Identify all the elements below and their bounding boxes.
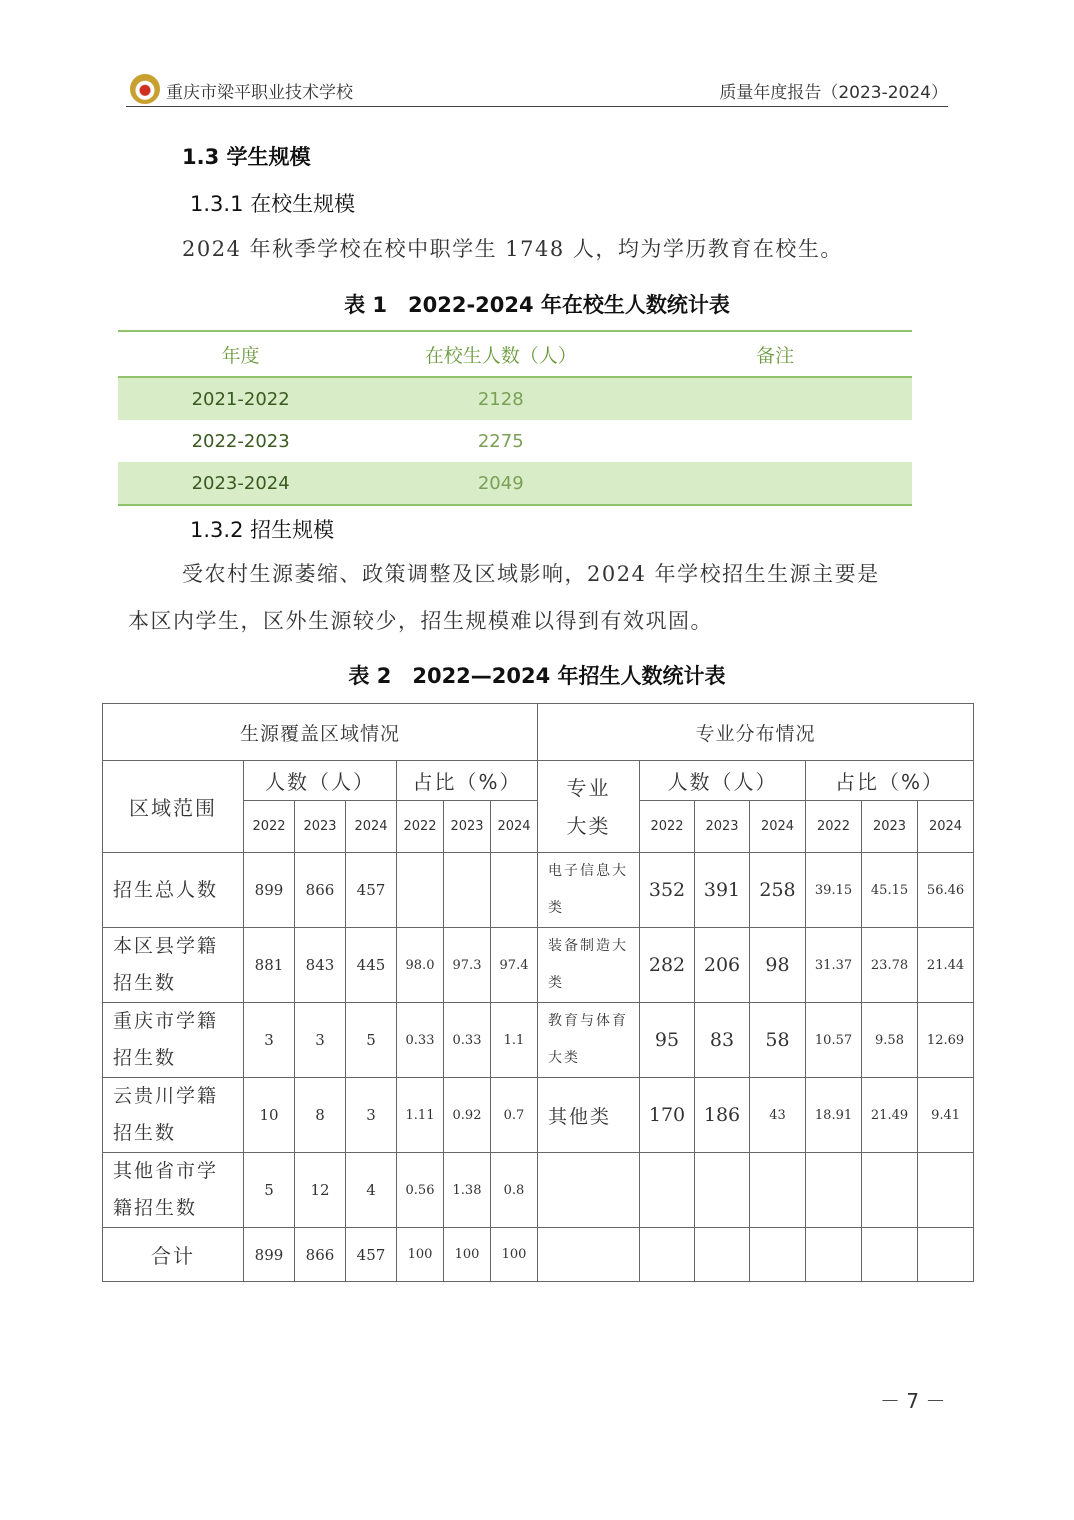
year-cell: 2021-2022 xyxy=(118,377,363,420)
empty-cell xyxy=(918,1153,974,1228)
admission-paragraph-line2: 本区内学生，区外生源较少，招生规模难以得到有效巩固。 xyxy=(128,609,713,633)
region-label-line1: 其他省市学 xyxy=(113,1160,219,1182)
column-header-year: 年度 xyxy=(118,331,363,377)
major-count-2024: 43 xyxy=(750,1078,806,1153)
region-count-2024: 3 xyxy=(346,1078,397,1153)
report-title: 质量年度报告（2023-2024） xyxy=(719,83,948,103)
region-ratio-2022: 0.56 xyxy=(397,1153,444,1228)
empty-cell xyxy=(640,1153,695,1228)
total-row xyxy=(103,1228,974,1282)
region-count-2024: 4 xyxy=(346,1153,397,1228)
table1-caption: 表 1 2022-2024 年在校生人数统计表 xyxy=(344,293,730,317)
count-cell: 2275 xyxy=(477,430,524,452)
region-count-2023: 866 xyxy=(295,853,346,928)
region-count-2023: 843 xyxy=(295,928,346,1003)
region-label: 招生总人数 xyxy=(103,853,244,928)
year-cell: 2022-2023 xyxy=(191,430,290,452)
major-label xyxy=(538,853,640,928)
empty-cell xyxy=(750,1228,806,1282)
note-cell xyxy=(638,420,912,462)
empty-cell xyxy=(640,1228,695,1282)
year-header: 2022 xyxy=(806,801,862,853)
major-label-line2: 类 xyxy=(548,900,565,916)
region-count-2022: 881 xyxy=(244,928,295,1003)
section-title: 1.3 学生规模 xyxy=(182,145,311,169)
table-row xyxy=(118,377,912,420)
year-header: 2024 xyxy=(750,801,806,853)
region-label-line1: 重庆市学籍 xyxy=(113,1010,219,1032)
subsection-title-enrollment: 1.3.1 在校生规模 xyxy=(190,192,356,216)
empty-cell xyxy=(862,1228,918,1282)
region-count-2022: 3 xyxy=(244,1003,295,1078)
major-ratio-2022: 39.15 xyxy=(806,853,862,928)
empty-cell xyxy=(806,1153,862,1228)
major-label: 其他类 xyxy=(538,1078,640,1153)
major-label-line2: 类 xyxy=(548,975,565,991)
region-label xyxy=(103,1153,244,1228)
region-label-line2: 招生数 xyxy=(113,972,177,994)
enrollment-table xyxy=(118,330,912,506)
region-label-line1: 云贵川学籍 xyxy=(113,1085,219,1107)
note-cell xyxy=(638,462,912,505)
year-header: 2022 xyxy=(397,801,444,853)
admission-paragraph-line1: 受农村生源萎缩、政策调整及区域影响，2024 年学校招生生源主要是 xyxy=(182,562,880,586)
table-row xyxy=(103,1153,974,1228)
major-ratio-2024: 21.44 xyxy=(918,928,974,1003)
empty-cell xyxy=(538,1153,640,1228)
major-count-2022: 282 xyxy=(640,928,695,1003)
major-ratio-2024: 12.69 xyxy=(918,1003,974,1078)
year-header: 2024 xyxy=(491,801,538,853)
empty-cell xyxy=(806,1228,862,1282)
region-ratio-2023: 1.38 xyxy=(444,1153,491,1228)
region-ratio-2023 xyxy=(444,853,491,928)
table-row xyxy=(103,853,974,928)
major-ratio-2022: 31.37 xyxy=(806,928,862,1003)
region-count-header: 人数（人） xyxy=(244,761,397,801)
region-label-line1: 本区县学籍 xyxy=(113,935,219,957)
total-count-2022: 899 xyxy=(244,1228,295,1282)
major-ratio-2023: 9.58 xyxy=(862,1003,918,1078)
major-count-header: 人数（人） xyxy=(640,761,806,801)
major-label xyxy=(538,1003,640,1078)
table-row xyxy=(118,462,912,505)
year-header: 2024 xyxy=(346,801,397,853)
region-count-2022: 5 xyxy=(244,1153,295,1228)
year-header: 2023 xyxy=(295,801,346,853)
school-logo xyxy=(130,74,160,104)
major-label-line1: 电子信息大 xyxy=(548,863,629,879)
major-ratio-2024: 56.46 xyxy=(918,853,974,928)
empty-cell xyxy=(538,1228,640,1282)
year-header: 2023 xyxy=(444,801,491,853)
region-ratio-2022 xyxy=(397,853,444,928)
major-count-2024: 258 xyxy=(750,853,806,928)
table-row xyxy=(103,1078,974,1153)
table2-caption: 表 2 2022—2024 年招生人数统计表 xyxy=(348,664,726,688)
region-label xyxy=(103,928,244,1003)
page-number: － 7 － xyxy=(880,1389,946,1413)
school-name: 重庆市梁平职业技术学校 xyxy=(166,83,353,103)
page-header xyxy=(126,70,948,107)
region-section-title: 生源覆盖区域情况 xyxy=(103,704,538,761)
region-count-2023: 8 xyxy=(295,1078,346,1153)
region-count-2022: 10 xyxy=(244,1078,295,1153)
major-ratio-header: 占比（%） xyxy=(806,761,974,801)
empty-cell xyxy=(695,1228,750,1282)
region-count-2024: 445 xyxy=(346,928,397,1003)
region-ratio-header: 占比（%） xyxy=(397,761,538,801)
region-ratio-2023: 97.3 xyxy=(444,928,491,1003)
year-header: 2022 xyxy=(640,801,695,853)
total-ratio-2024: 100 xyxy=(491,1228,538,1282)
empty-cell xyxy=(695,1153,750,1228)
region-label xyxy=(103,1003,244,1078)
total-count-2024: 457 xyxy=(346,1228,397,1282)
empty-cell xyxy=(750,1153,806,1228)
year-header: 2022 xyxy=(244,801,295,853)
region-ratio-2024: 97.4 xyxy=(491,928,538,1003)
major-count-2024: 98 xyxy=(750,928,806,1003)
total-ratio-2022: 100 xyxy=(397,1228,444,1282)
region-count-2023: 12 xyxy=(295,1153,346,1228)
region-label-line2: 招生数 xyxy=(113,1122,177,1144)
total-label: 合计 xyxy=(103,1228,244,1282)
region-ratio-2024: 1.1 xyxy=(491,1003,538,1078)
major-count-2023: 186 xyxy=(695,1078,750,1153)
year-header: 2023 xyxy=(862,801,918,853)
major-count-2022: 95 xyxy=(640,1003,695,1078)
table-row xyxy=(103,1003,974,1078)
region-ratio-2022: 0.33 xyxy=(397,1003,444,1078)
major-section-title: 专业分布情况 xyxy=(538,704,974,761)
region-ratio-2024: 0.8 xyxy=(491,1153,538,1228)
table-header-row xyxy=(103,761,974,801)
major-header-line1: 专业 xyxy=(566,775,611,800)
total-count-2023: 866 xyxy=(295,1228,346,1282)
count-cell: 2128 xyxy=(363,377,638,420)
major-label-line1: 教育与体育 xyxy=(548,1013,629,1029)
admission-table xyxy=(102,703,974,1282)
year-cell: 2023-2024 xyxy=(118,462,363,505)
region-count-2024: 457 xyxy=(346,853,397,928)
major-ratio-2022: 10.57 xyxy=(806,1003,862,1078)
year-header: 2023 xyxy=(695,801,750,853)
region-ratio-2023: 0.92 xyxy=(444,1078,491,1153)
total-ratio-2023: 100 xyxy=(444,1228,491,1282)
major-label xyxy=(538,928,640,1003)
region-ratio-2022: 98.0 xyxy=(397,928,444,1003)
region-count-2022: 899 xyxy=(244,853,295,928)
empty-cell xyxy=(862,1153,918,1228)
major-ratio-2024: 9.41 xyxy=(918,1078,974,1153)
major-count-2022: 352 xyxy=(640,853,695,928)
table-row xyxy=(103,928,974,1003)
region-count-2024: 5 xyxy=(346,1003,397,1078)
empty-cell xyxy=(918,1228,974,1282)
region-label-line2: 籍招生数 xyxy=(113,1197,198,1219)
major-label-line2: 大类 xyxy=(548,1050,581,1066)
table-header-row xyxy=(118,331,912,377)
region-ratio-2024: 0.7 xyxy=(491,1078,538,1153)
table-row xyxy=(118,420,912,462)
major-count-2024: 58 xyxy=(750,1003,806,1078)
region-label xyxy=(103,1078,244,1153)
major-ratio-2023: 21.49 xyxy=(862,1078,918,1153)
year-header: 2024 xyxy=(918,801,974,853)
major-label-line1: 装备制造大 xyxy=(548,938,629,954)
major-count-2023: 206 xyxy=(695,928,750,1003)
region-count-2023: 3 xyxy=(295,1003,346,1078)
major-count-2023: 391 xyxy=(695,853,750,928)
region-header: 区域范围 xyxy=(103,761,244,853)
major-ratio-2023: 45.15 xyxy=(862,853,918,928)
major-ratio-2022: 18.91 xyxy=(806,1078,862,1153)
enrollment-paragraph: 2024 年秋季学校在校中职学生 1748 人，均为学历教育在校生。 xyxy=(182,237,843,261)
region-ratio-2024 xyxy=(491,853,538,928)
major-ratio-2023: 23.78 xyxy=(862,928,918,1003)
column-header-note: 备注 xyxy=(638,331,912,377)
major-header-line2: 大类 xyxy=(566,813,611,838)
count-cell: 2049 xyxy=(363,462,638,505)
table-title-row xyxy=(103,704,974,761)
region-ratio-2023: 0.33 xyxy=(444,1003,491,1078)
subsection-title-admission: 1.3.2 招生规模 xyxy=(190,518,335,542)
region-ratio-2022: 1.11 xyxy=(397,1078,444,1153)
column-header-count: 在校生人数（人） xyxy=(363,331,638,377)
note-cell xyxy=(638,377,912,420)
major-header xyxy=(538,761,640,853)
major-count-2022: 170 xyxy=(640,1078,695,1153)
major-count-2023: 83 xyxy=(695,1003,750,1078)
region-label-line2: 招生数 xyxy=(113,1047,177,1069)
